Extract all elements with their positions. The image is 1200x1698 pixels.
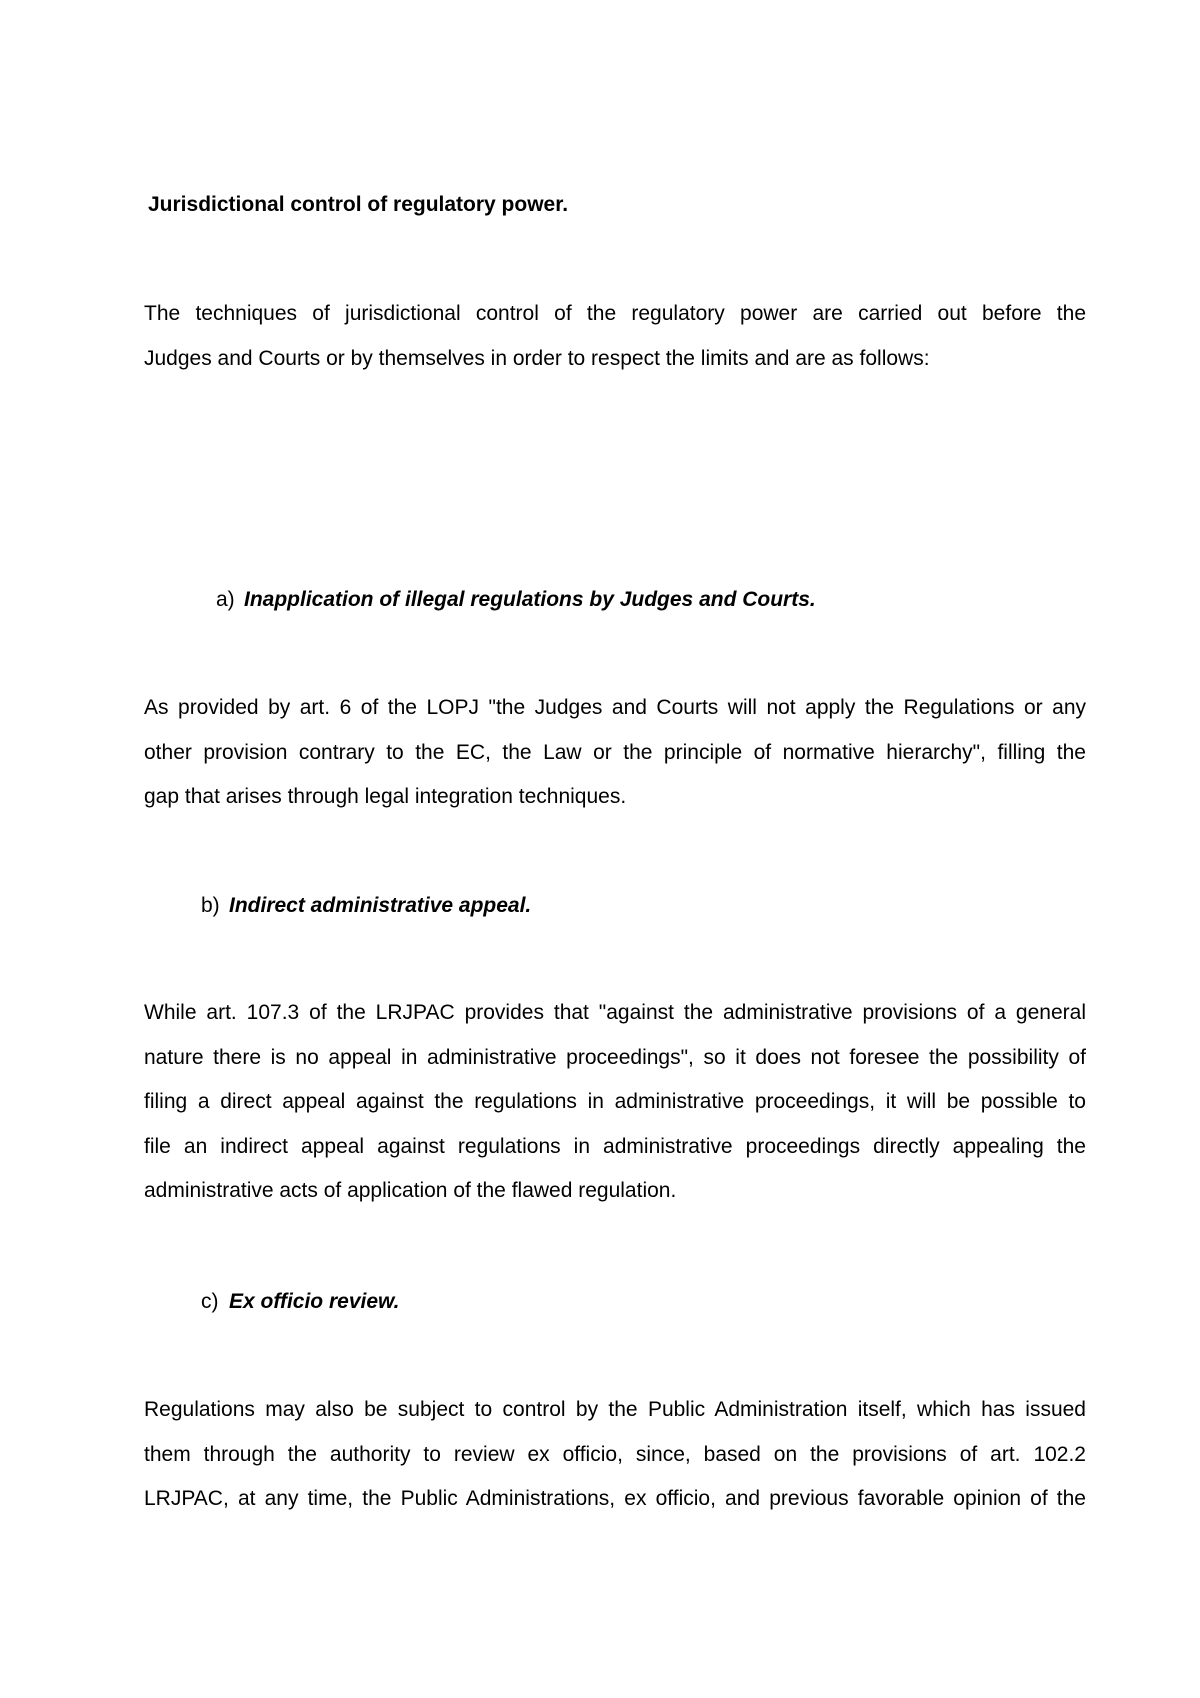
paragraph-line: The techniques of jurisdictional control of the regulatory power are carried out before the (144, 302, 1086, 325)
paragraph-line: Judges and Courts or by themselves in order to respect the limits and are as follows: (144, 346, 930, 370)
list-marker: c) (201, 1290, 219, 1313)
section-c-paragraph (144, 1388, 1086, 1522)
paragraph-line: gap that arises through legal integration techniques. (144, 785, 627, 808)
paragraph-line: Regulations may also be subject to control by the Public Administration itself, which has issued (144, 1398, 1086, 1421)
paragraph-line: filing a direct appeal against the regulations in administrative proceedings, it will be possible to (144, 1090, 1086, 1113)
paragraph-line: them through the authority to review ex officio, since, based on the provisions of art. 102.2 (144, 1442, 1086, 1466)
section-heading-c (201, 1287, 399, 1317)
section-b-paragraph (144, 991, 1086, 1214)
paragraph-line: As provided by art. 6 of the LOPJ "the Judges and Courts will not apply the Regulations or any (144, 696, 1086, 719)
section-heading-text: Indirect administrative appeal. (229, 894, 532, 917)
paragraph-line: While art. 107.3 of the LRJPAC provides that "against the administrative provisions of a general (144, 1001, 1086, 1024)
paragraph-line: nature there is no appeal in administrative proceedings", so it does not foresee the possibility of (144, 1045, 1086, 1069)
list-marker: a) (216, 588, 235, 611)
section-heading-b (201, 891, 531, 921)
paragraph-line: administrative acts of application of the flawed regulation. (144, 1179, 677, 1202)
paragraph-line: file an indirect appeal against regulations in administrative proceedings directly appealing the (144, 1134, 1086, 1158)
document-title: Jurisdictional control of regulatory power. (148, 193, 569, 216)
section-heading-text: Inapplication of illegal regulations by Judges and Courts. (244, 588, 816, 611)
section-a-paragraph (144, 686, 1086, 820)
paragraph-line: other provision contrary to the EC, the Law or the principle of normative hierarchy", filling the (144, 740, 1086, 764)
section-heading-text: Ex officio review. (229, 1290, 400, 1313)
intro-paragraph (144, 292, 1086, 381)
list-marker: b) (201, 894, 220, 917)
paragraph-line: LRJPAC, at any time, the Public Administrations, ex officio, and previous favorable opinion of the (144, 1487, 1086, 1510)
section-heading-a (216, 585, 816, 615)
